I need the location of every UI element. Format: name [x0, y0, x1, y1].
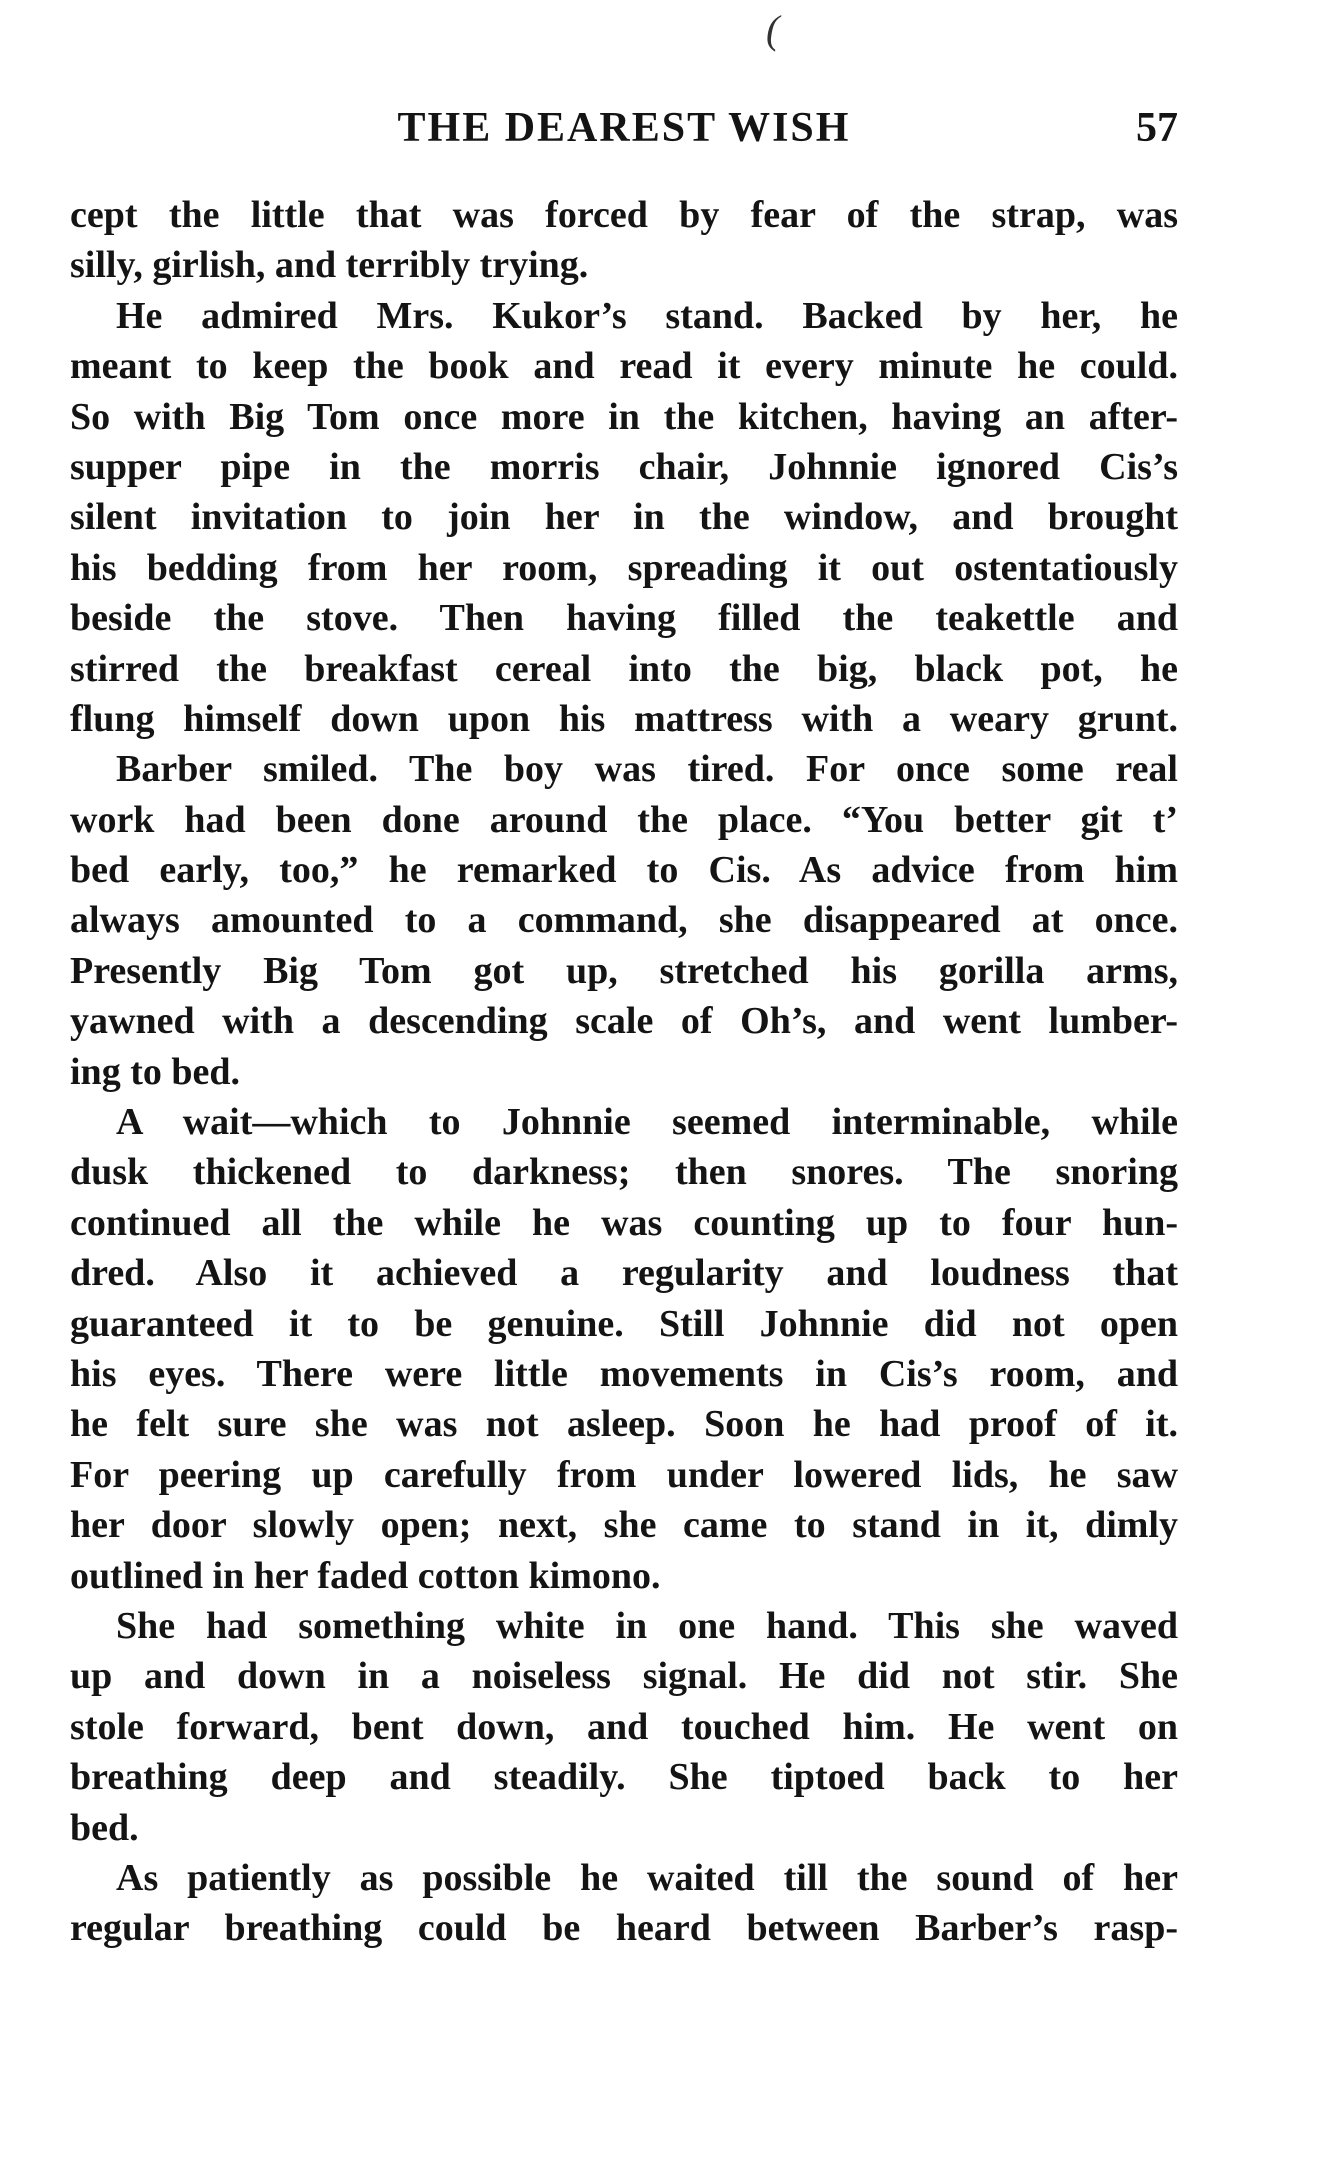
- body-text: [70, 190, 1178, 1954]
- text-line: As patiently as possible he waited till the sound of her: [116, 1856, 1178, 1899]
- text-line: Presently Big Tom got up, stretched his gorilla arms,: [70, 949, 1178, 992]
- text-line: stole forward, bent down, and touched him. He went on: [70, 1705, 1178, 1748]
- text-line: silent invitation to join her in the window, and brought: [70, 496, 1178, 539]
- text-line: continued all the while he was counting up to four hun-: [70, 1201, 1178, 1244]
- text-line: he felt sure she was not asleep. Soon he had proof of it.: [70, 1403, 1178, 1446]
- text-line: She had something white in one hand. This she waved: [116, 1604, 1178, 1647]
- text-line: flung himself down upon his mattress with a weary grunt.: [70, 697, 1178, 740]
- text-line: He admired Mrs. Kukor’s stand. Backed by her, he: [116, 294, 1178, 337]
- running-head: THE DEAREST WISH: [397, 105, 851, 151]
- text-line: ing to bed.: [70, 1050, 240, 1093]
- text-line: up and down in a noiseless signal. He did not stir. She: [70, 1655, 1178, 1698]
- text-line: silly, girlish, and terribly trying.: [70, 244, 589, 287]
- text-line: bed early, too,” he remarked to Cis. As advice from him: [70, 849, 1178, 892]
- text-line: beside the stove. Then having filled the teakettle and: [70, 597, 1178, 640]
- text-line: his bedding from her room, spreading it out ostentatiously: [70, 546, 1178, 589]
- text-line: his eyes. There were little movements in Cis’s room, and: [70, 1352, 1178, 1395]
- text-line: supper pipe in the morris chair, Johnnie ignored Cis’s: [70, 445, 1178, 488]
- text-line: guaranteed it to be genuine. Still Johnnie did not open: [70, 1302, 1178, 1345]
- text-line: outlined in her faded cotton kimono.: [70, 1554, 661, 1597]
- text-line: bed.: [70, 1806, 139, 1849]
- text-line: breathing deep and steadily. She tiptoed back to her: [70, 1756, 1178, 1799]
- text-line: meant to keep the book and read it every minute he could.: [70, 345, 1178, 388]
- text-line: So with Big Tom once more in the kitchen, having an after-: [70, 395, 1178, 438]
- text-line: Barber smiled. The boy was tired. For once some real: [116, 748, 1178, 791]
- text-line: stirred the breakfast cereal into the big, black pot, he: [70, 647, 1178, 690]
- page-header: [70, 98, 1178, 158]
- text-line: A wait—which to Johnnie seemed interminable, while: [116, 1101, 1178, 1144]
- text-line: her door slowly open; next, she came to stand in it, dimly: [70, 1504, 1178, 1547]
- text-line: cept the little that was forced by fear of the strap, was: [70, 194, 1178, 236]
- text-line: regular breathing could be heard between Barber’s rasp-: [70, 1907, 1178, 1950]
- text-line: yawned with a descending scale of Oh’s, and went lumber-: [70, 1000, 1178, 1043]
- text-line: work had been done around the place. “You better git t’: [70, 798, 1178, 841]
- text-line: For peering up carefully from under lowered lids, he saw: [70, 1453, 1178, 1496]
- text-line: always amounted to a command, she disappeared at once.: [70, 899, 1178, 942]
- text-line: dusk thickened to darkness; then snores. The snoring: [70, 1151, 1178, 1194]
- top-margin-mark: (: [766, 7, 780, 52]
- text-line: dred. Also it achieved a regularity and loudness that: [70, 1252, 1178, 1295]
- page-number: 57: [1136, 105, 1178, 151]
